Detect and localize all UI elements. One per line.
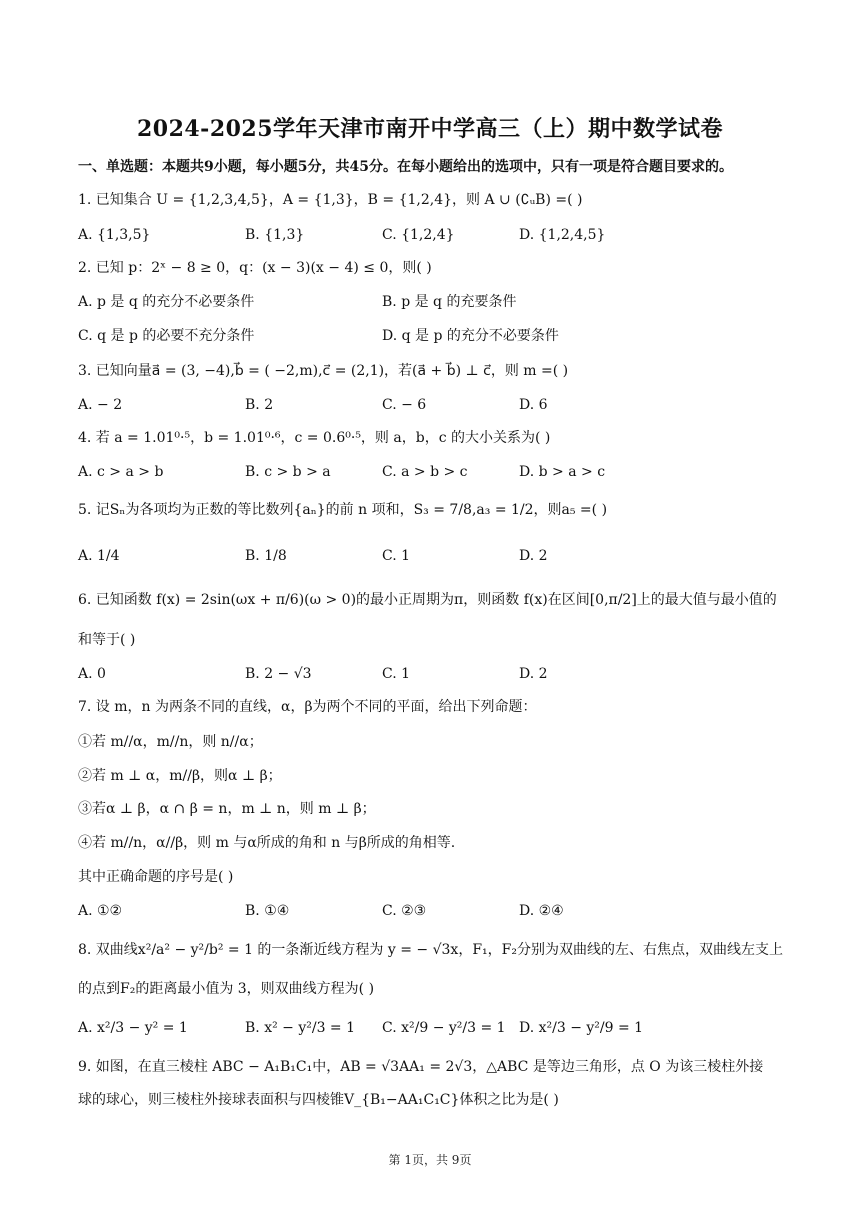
option-b: B. p 是 q 的充要条件 bbox=[382, 294, 517, 310]
option-a: A. c > a > b bbox=[78, 464, 164, 480]
question-9-stem-line1: 9. 如图，在直三棱柱 ABC − A₁B₁C₁中，AB = √3AA₁ = 2√3，△ABC 是等边三角形，点 O 为该三棱柱外接 bbox=[78, 1059, 764, 1075]
option-b: B. x² − y²/3 = 1 bbox=[245, 1020, 356, 1036]
proposition-1: ①若 m//α，m//n，则 n//α； bbox=[78, 734, 263, 750]
option-a: A. ①② bbox=[78, 903, 123, 919]
option-d: D. 2 bbox=[519, 548, 548, 564]
question-7-ask: 其中正确命题的序号是( ) bbox=[78, 869, 234, 885]
option-a: A. − 2 bbox=[78, 397, 123, 413]
option-d: D. 2 bbox=[519, 666, 548, 682]
option-c: C. {1,2,4} bbox=[382, 227, 455, 243]
page-footer: 第 1页，共 9页 bbox=[388, 1153, 472, 1167]
option-a: A. x²/3 − y² = 1 bbox=[78, 1020, 188, 1036]
question-6-stem-line1: 6. 已知函数 f(x) = 2sin(ωx + π/6)(ω > 0)的最小正周期为π，则函数 f(x)在区间[0,π/2]上的最大值与最小值的 bbox=[78, 592, 777, 608]
option-d: D. {1,2,4,5} bbox=[519, 227, 606, 243]
option-c: C. ②③ bbox=[382, 903, 427, 919]
proposition-4: ④若 m//n，α//β，则 m 与α所成的角和 n 与β所成的角相等. bbox=[78, 835, 456, 851]
proposition-3: ③若α ⊥ β，α ∩ β = n，m ⊥ n，则 m ⊥ β； bbox=[78, 801, 376, 817]
option-c: C. q 是 p 的必要不充分条件 bbox=[78, 328, 255, 344]
option-d: D. 6 bbox=[519, 397, 548, 413]
option-c: C. x²/9 − y²/3 = 1 bbox=[382, 1020, 506, 1036]
question-6-stem-line2: 和等于( ) bbox=[78, 632, 136, 648]
option-c: C. − 6 bbox=[382, 397, 427, 413]
option-a: A. 1/4 bbox=[78, 548, 120, 564]
question-9-stem-line2: 球的球心，则三棱柱外接球表面积与四棱锥V_{B₁−AA₁C₁C}体积之比为是( ) bbox=[78, 1092, 559, 1108]
question-5-stem: 5. 记Sₙ为各项均为正数的等比数列{aₙ}的前 n 项和，S₃ = 7/8,a₃ = 1/2，则a₅ =( ) bbox=[78, 502, 608, 518]
option-a: A. {1,3,5} bbox=[78, 227, 151, 243]
option-b: B. 2 bbox=[245, 397, 274, 413]
question-8-options bbox=[78, 1018, 778, 1038]
option-b: B. {1,3} bbox=[245, 227, 305, 243]
question-8-stem-line2: 的点到F₂的距离最小值为 3，则双曲线方程为( ) bbox=[78, 981, 375, 997]
option-b: B. 1/8 bbox=[245, 548, 287, 564]
option-b: B. c > b > a bbox=[245, 464, 331, 480]
question-5-options bbox=[78, 546, 778, 566]
proposition-2: ②若 m ⊥ α，m//β，则α ⊥ β； bbox=[78, 768, 282, 784]
option-a: A. p 是 q 的充分不必要条件 bbox=[78, 294, 255, 310]
question-7-options bbox=[78, 901, 778, 921]
option-c: C. 1 bbox=[382, 548, 411, 564]
question-2-options-row1 bbox=[78, 292, 778, 312]
question-3-stem: 3. 已知向量a⃗ = (3, −4),b⃗ = ( −2,m),c⃗ = (2,1)，若(a⃗ + b⃗) ⊥ c⃗，则 m =( ) bbox=[78, 363, 569, 379]
question-7-stem: 7. 设 m，n 为两条不同的直线，α，β为两个不同的平面，给出下列命题： bbox=[78, 699, 537, 715]
page-title: 2024-2025学年天津市南开中学高三（上）期中数学试卷 bbox=[136, 116, 724, 142]
option-d: D. q 是 p 的充分不必要条件 bbox=[382, 328, 559, 344]
question-1-options bbox=[78, 225, 778, 245]
option-d: D. x²/3 − y²/9 = 1 bbox=[519, 1020, 644, 1036]
option-b: B. ①④ bbox=[245, 903, 290, 919]
option-a: A. 0 bbox=[78, 666, 106, 682]
option-c: C. a > b > c bbox=[382, 464, 468, 480]
question-4-options bbox=[78, 462, 778, 482]
question-1-stem: 1. 已知集合 U = {1,2,3,4,5}，A = {1,3}，B = {1,2,4}，则 A ∪ (∁ᵤB) =( ) bbox=[78, 192, 583, 208]
option-d: D. ②④ bbox=[519, 903, 564, 919]
question-2-stem: 2. 已知 p：2ˣ − 8 ≥ 0，q：(x − 3)(x − 4) ≤ 0，则( ) bbox=[78, 260, 432, 276]
option-b: B. 2 − √3 bbox=[245, 666, 312, 682]
option-c: C. 1 bbox=[382, 666, 411, 682]
question-3-options bbox=[78, 395, 778, 415]
question-2-options-row2 bbox=[78, 326, 778, 346]
question-6-options bbox=[78, 664, 778, 684]
question-8-stem-line1: 8. 双曲线x²/a² − y²/b² = 1 的一条渐近线方程为 y = − √3x，F₁，F₂分别为双曲线的左、右焦点，双曲线左支上 bbox=[78, 942, 783, 958]
option-d: D. b > a > c bbox=[519, 464, 606, 480]
section-heading: 一、单选题：本题共9小题，每小题5分，共45分。在每小题给出的选项中，只有一项是符合题目要求的。 bbox=[78, 159, 733, 175]
question-4-stem: 4. 若 a = 1.01⁰·⁵，b = 1.01⁰·⁶，c = 0.6⁰·⁵，则 a，b，c 的大小关系为( ) bbox=[78, 430, 551, 446]
